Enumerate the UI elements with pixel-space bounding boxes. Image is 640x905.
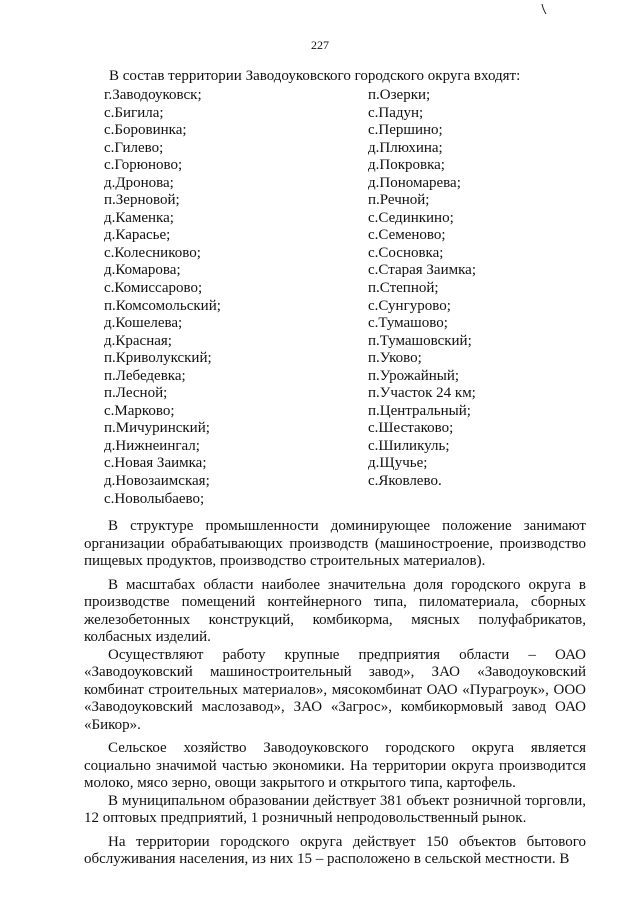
settlement-item: с.Тумашово; (368, 315, 448, 332)
settlement-item: п.Степной; (368, 280, 439, 297)
settlement-list-right (368, 87, 476, 491)
settlement-item: п.Мичуринский; (104, 420, 210, 437)
settlement-item: п.Озерки; (368, 87, 431, 103)
pen-mark (540, 0, 548, 16)
settlement-item: с.Гилево; (104, 139, 164, 156)
settlement-item: с.Марково; (104, 402, 175, 419)
settlement-item: с.Шестаково; (368, 420, 454, 437)
settlement-item: с.Семеново; (368, 227, 446, 244)
page-number: 227 (311, 38, 329, 52)
settlement-item: с.Горюново; (104, 157, 183, 174)
settlement-item: д.Карасье; (104, 227, 171, 244)
settlement-item: с.Новолыбаево; (104, 490, 205, 507)
settlement-item: с.Шиликуль; (368, 437, 450, 454)
settlement-item: с.Новая Заимка; (104, 455, 207, 472)
settlement-item: п.Уково; (368, 350, 422, 367)
paragraph-agriculture: Сельское хозяйство Заводоуковского городского округа является социально значимой частью экономики. На территории округа производится молоко, мясо зерно, овощи закрытого и открытого типа, картофель. (84, 740, 586, 791)
settlement-item: с.Старая Заимка; (368, 262, 476, 279)
settlement-item: д.Каменка; (104, 209, 174, 226)
settlement-item: п.Речной; (368, 192, 430, 209)
settlement-item: д.Дронова; (104, 174, 174, 191)
settlement-item: с.Сединкино; (368, 209, 454, 226)
settlement-list-left (104, 87, 221, 508)
paragraph-consumer-services: На территории городского округа действует 150 объектов бытового обслуживания населения, из них 15 – расположено в сельской местности. В (84, 833, 586, 867)
settlement-item: п.Тумашовский; (368, 332, 472, 349)
paragraph-production-share: В масштабах области наиболее значительна доля городского округа в производстве помещений контейнерного типа, пиломатериала, сборных железобетонных конструкций, комбикорма, мясных полуфабрикатов, колбасных изделий. (84, 576, 586, 645)
intro-line: В состав территории Заводоуковского городского округа входят: (109, 68, 521, 84)
settlement-item: д.Нижнеингал; (104, 437, 200, 454)
settlement-item: д.Щучье; (368, 455, 428, 472)
settlement-item: д.Пономарева; (368, 174, 461, 191)
settlement-item: с.Боровинка; (104, 122, 187, 139)
settlement-item: д.Покровка; (368, 157, 445, 174)
settlement-item: п.Комсомольский; (104, 297, 221, 314)
settlement-item: с.Яковлево. (368, 473, 442, 490)
settlement-item: п.Урожайный; (368, 367, 460, 384)
settlement-item: д.Комарова; (104, 262, 181, 279)
settlement-item: д.Красная; (104, 332, 172, 349)
settlement-item: с.Колесниково; (104, 244, 201, 261)
settlement-item: с.Комиссарово; (104, 280, 203, 297)
paragraph-retail: В муниципальном образовании действует 381 объект розничной торговли, 12 оптовых предприятий, 1 розничный непродовольственный рынок. (84, 792, 586, 826)
settlement-item: д.Плюхина; (368, 139, 443, 156)
settlement-item: с.Першино; (368, 122, 443, 139)
settlement-item: д.Кошелева; (104, 315, 183, 332)
settlement-item: с.Сосновка; (368, 244, 444, 261)
settlement-item: п.Криволукский; (104, 350, 212, 367)
settlement-item: с.Бигила; (104, 104, 164, 121)
settlement-item: с.Сунгурово; (368, 297, 451, 314)
settlement-item: п.Лесной; (104, 385, 168, 402)
settlement-item: п.Зерновой; (104, 192, 180, 209)
settlement-item: с.Падун; (368, 104, 424, 121)
body-text (84, 518, 586, 869)
settlement-item: п.Участок 24 км; (368, 385, 476, 402)
paragraph-major-enterprises: Осуществляют работу крупные предприятия области – ОАО «Заводоуковский машиностроительный завод», ЗАО «Заводоуковский комбинат строительных материалов», мясокомбинат ОАО «Пурагроук», ООО «Заводоуковский маслозавод», ЗАО «Загрос», комбикормовый завод ОАО «Бикор». (84, 646, 586, 733)
settlement-item: г.Заводоуковск; (104, 87, 202, 103)
settlement-item: д.Новозаимская; (104, 473, 210, 490)
paragraph-industry-structure: В структуре промышленности доминирующее положение занимают организации обрабатывающих производств (машиностроение, производство пищевых продуктов, производство строительных материалов). (84, 518, 586, 569)
settlement-item: п.Лебедевка; (104, 367, 186, 384)
settlement-item: п.Центральный; (368, 402, 471, 419)
